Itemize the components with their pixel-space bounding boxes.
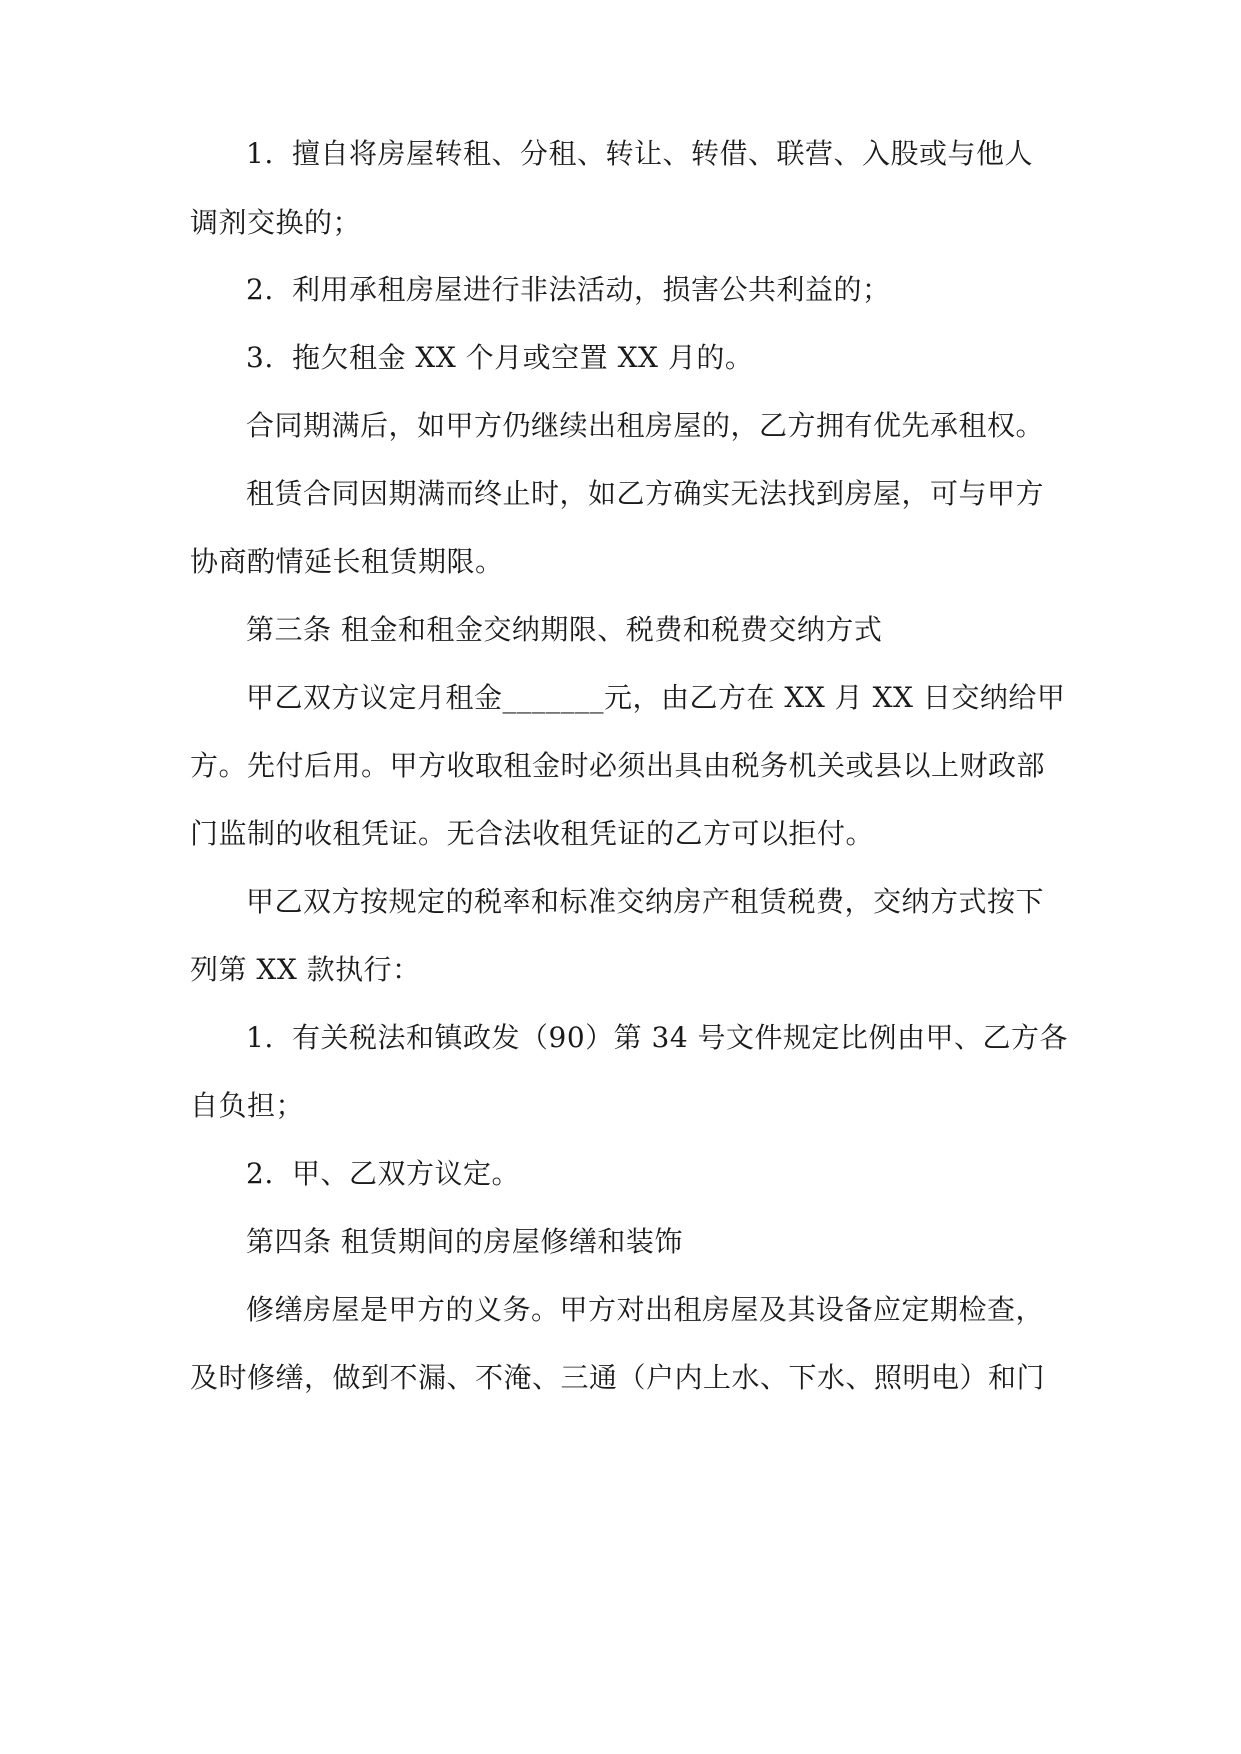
item-2-text: 利用承租房屋进行非法活动，损害公共利益的； [292, 273, 891, 306]
tax-item-1-line-2: 自负担； [190, 1089, 305, 1122]
item-1-line-1 [246, 134, 1033, 174]
item-1-number: 1. [246, 137, 274, 170]
article-3-heading: 第三条 租金和租金交纳期限、税费和税费交纳方式 [246, 613, 883, 646]
item-1-line-2: 调剂交换的； [190, 206, 362, 239]
paragraph-extension-line-1: 租赁合同因期满而终止时，如乙方确实无法找到房屋，可与甲方 [246, 477, 1045, 510]
item-3-text: 拖欠租金 XX 个月或空置 XX 月的。 [292, 341, 754, 374]
paragraph-extension-line-2: 协商酌情延长租赁期限。 [190, 545, 504, 578]
rent-paragraph-line-3: 门监制的收租凭证。无合法收租凭证的乙方可以拒付。 [190, 817, 875, 850]
tax-paragraph-line-1: 甲乙双方按规定的税率和标准交纳房产租赁税费，交纳方式按下 [246, 885, 1045, 918]
tax-item-2-text: 甲、乙双方议定。 [292, 1157, 521, 1190]
rent-paragraph-line-1: 甲乙双方议定月租金_______元，由乙方在 XX 月 XX 日交纳给甲 [246, 681, 1066, 714]
repair-paragraph-line-1: 修缮房屋是甲方的义务。甲方对出租房屋及其设备应定期检查， [246, 1293, 1045, 1326]
article-4-heading: 第四条 租赁期间的房屋修缮和装饰 [246, 1225, 683, 1258]
item-3-number: 3. [246, 341, 274, 374]
tax-paragraph-line-2: 列第 XX 款执行： [190, 953, 421, 986]
repair-paragraph-line-2: 及时修缮，做到不漏、不淹、三通（户内上水、下水、照明电）和门 [190, 1361, 1046, 1394]
item-1-text: 擅自将房屋转租、分租、转让、转借、联营、入股或与他人 [292, 137, 1034, 170]
item-3 [246, 338, 753, 378]
rent-paragraph-line-2: 方。先付后用。甲方收取租金时必须出具由税务机关或县以上财政部 [190, 749, 1046, 782]
tax-item-2-number: 2. [246, 1157, 274, 1190]
paragraph-priority-lease: 合同期满后，如甲方仍继续出租房屋的，乙方拥有优先承租权。 [246, 409, 1045, 442]
item-2-number: 2. [246, 273, 274, 306]
tax-item-1-line-1 [246, 1018, 1068, 1058]
tax-item-1-text: 有关税法和镇政发（90）第 34 号文件规定比例由甲、乙方各 [292, 1021, 1069, 1054]
tax-item-2 [246, 1154, 520, 1194]
tax-item-1-number: 1. [246, 1021, 274, 1054]
item-2 [246, 270, 891, 310]
